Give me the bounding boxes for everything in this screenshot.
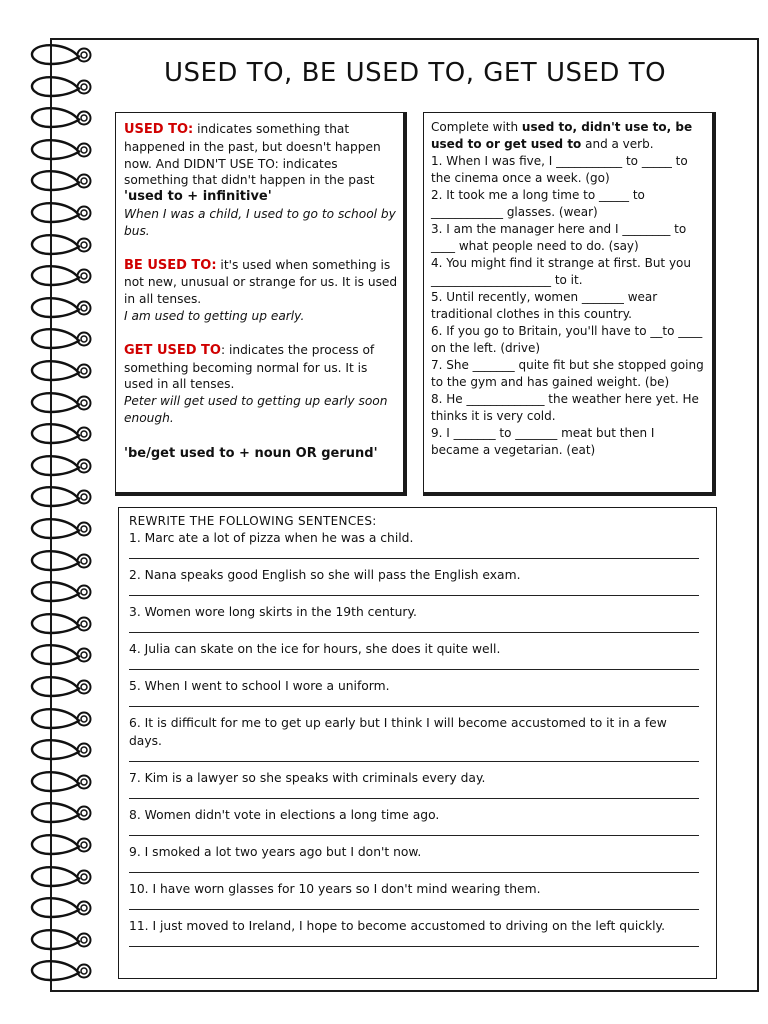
spiral-ring	[28, 640, 108, 670]
answer-line[interactable]	[129, 695, 699, 707]
complete-exercise-box	[423, 112, 716, 496]
spiral-ring	[28, 230, 108, 260]
page-title: USED TO, BE USED TO, GET USED TO	[163, 58, 667, 88]
rewrite-item: 9. I smoked a lot two years ago but I don't now.	[129, 845, 422, 859]
rewrite-item: 8. Women didn't vote in elections a long time ago.	[129, 808, 440, 822]
spiral-ring	[28, 798, 108, 828]
complete-exercise	[431, 119, 706, 459]
exercise-item: 5. Until recently, women _______ wear traditional clothes in this country.	[431, 290, 658, 321]
spiral-ring	[28, 103, 108, 133]
instructions-options: used to, didn't use to, be used to or get used to	[431, 120, 693, 151]
get-used-to-definition	[124, 342, 398, 393]
spiral-ring	[28, 293, 108, 323]
spiral-ring	[28, 419, 108, 449]
used-to-definition	[124, 121, 398, 189]
spiral-ring	[28, 166, 108, 196]
get-used-to-example: Peter will get used to getting up early soon enough.	[124, 394, 388, 425]
spiral-ring	[28, 830, 108, 860]
spiral-ring	[28, 672, 108, 702]
spiral-ring	[28, 735, 108, 765]
instructions-start: Complete with	[431, 120, 522, 134]
answer-line[interactable]	[129, 621, 699, 633]
answer-line[interactable]	[129, 584, 699, 596]
used-to-example: When I was a child, I used to go to school by bus.	[124, 206, 396, 238]
answer-line[interactable]	[129, 750, 699, 762]
spiral-ring	[28, 767, 108, 797]
grammar-explanation	[124, 121, 398, 463]
rewrite-item: 7. Kim is a lawyer so she speaks with criminals every day.	[129, 771, 486, 785]
answer-line[interactable]	[129, 658, 699, 670]
final-rule: 'be/get used to + noun OR gerund'	[124, 445, 378, 461]
exercise-item: 7. She _______ quite fit but she stopped going to the gym and has gained weight. (be)	[431, 358, 704, 389]
spiral-ring	[28, 135, 108, 165]
be-used-to-definition	[124, 257, 398, 308]
answer-line[interactable]	[129, 861, 699, 873]
spiral-ring	[28, 862, 108, 892]
get-used-to-text: : indicates the process of something becoming normal for us. It is used in all tenses.	[124, 342, 375, 392]
used-to-rule: 'used to + infinitive'	[124, 189, 272, 205]
exercise-item: 4. You might find it strange at first. But you ____________________ to it.	[431, 256, 691, 287]
rewrite-exercise-box	[118, 507, 717, 979]
answer-line[interactable]	[129, 824, 699, 836]
spiral-ring	[28, 198, 108, 228]
rewrite-item: 1. Marc ate a lot of pizza when he was a child.	[129, 531, 414, 545]
exercise-instructions	[431, 119, 706, 153]
get-used-to-heading: GET USED TO	[124, 342, 221, 358]
spiral-ring	[28, 609, 108, 639]
exercise-item: 1. When I was five, I ___________ to _____ to the cinema once a week. (go)	[431, 154, 688, 185]
spiral-ring	[28, 482, 108, 512]
spiral-ring	[28, 893, 108, 923]
exercise-item: 9. I _______ to _______ meat but then I became a vegetarian. (eat)	[431, 426, 655, 457]
instructions-end: and a verb.	[581, 137, 654, 151]
answer-line[interactable]	[129, 898, 699, 910]
spiral-ring	[28, 388, 108, 418]
used-to-heading: USED TO:	[124, 122, 194, 137]
rewrite-item: 5. When I went to school I wore a uniform.	[129, 679, 390, 693]
spiral-ring	[28, 956, 108, 986]
rewrite-exercise	[129, 514, 699, 954]
answer-line[interactable]	[129, 787, 699, 799]
spiral-ring	[28, 261, 108, 291]
spiral-ring	[28, 546, 108, 576]
rewrite-item: 6. It is difficult for me to get up early but I think I will become accustomed to it in a few days.	[129, 716, 667, 748]
answer-line[interactable]	[129, 935, 699, 947]
spiral-ring	[28, 356, 108, 386]
be-used-to-example: I am used to getting up early.	[124, 308, 305, 323]
be-used-to-text: it's used when something is not new, unusual or strange for us. It is used in all tenses.	[124, 257, 398, 307]
rewrite-item: 11. I just moved to Ireland, I hope to become accustomed to driving on the left quickly.	[129, 919, 665, 933]
spiral-ring	[28, 40, 108, 70]
spiral-ring	[28, 514, 108, 544]
be-used-to-heading: BE USED TO:	[124, 257, 217, 273]
exercise-item: 6. If you go to Britain, you'll have to __to ____ on the left. (drive)	[431, 324, 703, 355]
spiral-ring	[28, 451, 108, 481]
answer-line[interactable]	[129, 547, 699, 559]
spiral-ring	[28, 577, 108, 607]
used-to-text: indicates something that happened in the past, but doesn't happen now. And DIDN'T USE TO: indicates something that didn't happen in the past	[124, 122, 381, 188]
spiral-ring	[28, 324, 108, 354]
exercise-item: 2. It took me a long time to _____ to ____________ glasses. (wear)	[431, 188, 645, 219]
rewrite-heading: REWRITE THE FOLLOWING SENTENCES:	[129, 514, 377, 528]
spiral-ring	[28, 72, 108, 102]
spiral-ring	[28, 925, 108, 955]
rewrite-item: 3. Women wore long skirts in the 19th century.	[129, 605, 417, 619]
spiral-ring	[28, 704, 108, 734]
spiral-binding	[28, 40, 108, 990]
rewrite-item: 10. I have worn glasses for 10 years so I don't mind wearing them.	[129, 882, 541, 896]
exercise-item: 8. He _____________ the weather here yet. He thinks it is very cold.	[431, 392, 699, 423]
exercise-item: 3. I am the manager here and I ________ to ____ what people need to do. (say)	[431, 222, 687, 253]
rewrite-item: 4. Julia can skate on the ice for hours, she does it quite well.	[129, 642, 501, 656]
grammar-explanation-box	[115, 112, 407, 496]
rewrite-item: 2. Nana speaks good English so she will pass the English exam.	[129, 568, 521, 582]
